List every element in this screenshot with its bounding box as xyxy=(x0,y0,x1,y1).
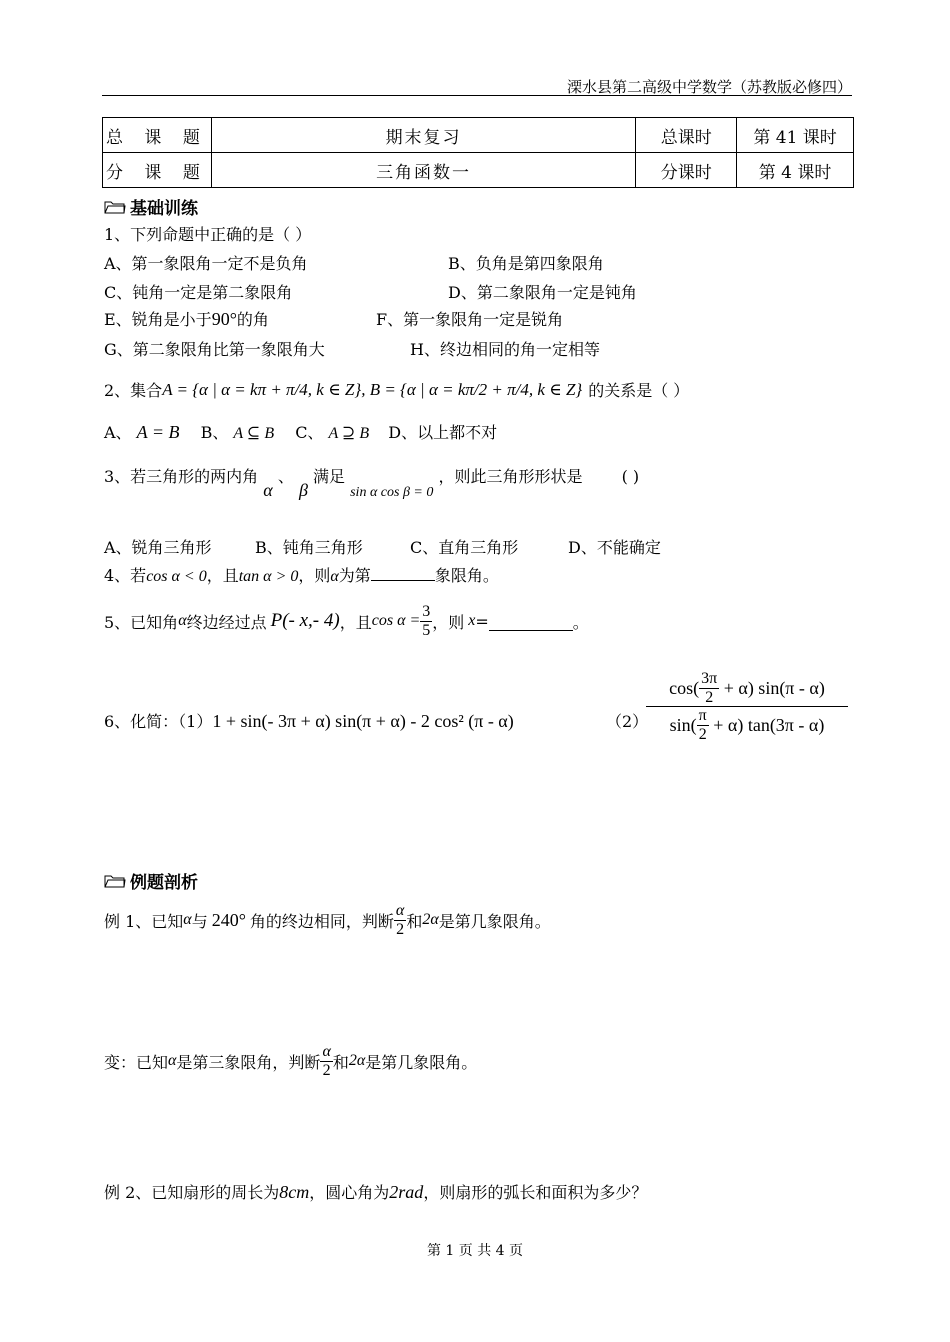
q1-option-c: C、钝角一定是第二象限角 xyxy=(104,283,293,302)
q5-alpha: α xyxy=(178,612,187,630)
q4-alpha: α xyxy=(330,568,339,585)
var1-frac-den: 2 xyxy=(322,1061,331,1079)
q3-mid: 满足 xyxy=(313,467,346,486)
variant-1 xyxy=(104,1043,477,1079)
q6-den-post: + α) tan(3π - α) xyxy=(708,714,825,735)
ex1-mid-2: 角的终边相同，判断 xyxy=(249,911,394,931)
section-basic-training xyxy=(104,194,198,219)
q6-num-post: + α) sin(π - α) xyxy=(719,677,825,698)
q5-point: P(- x,- 4) xyxy=(270,610,340,632)
q1-option-f: F、第一象限角一定是锐角 xyxy=(376,310,564,329)
q6-num-pre: cos( xyxy=(669,677,700,698)
q5-eq: = xyxy=(475,611,489,631)
q3-post: ，则此三角形形状是 xyxy=(438,467,583,486)
q4-post-2: 象限角。 xyxy=(434,566,499,585)
q4-post-1: 为第 xyxy=(338,566,371,585)
q4-line xyxy=(104,563,499,586)
ex1-fraction xyxy=(394,902,406,938)
q5-mid-1: 终边经过点 xyxy=(186,612,267,632)
q6-num-frac xyxy=(699,670,719,706)
example-2 xyxy=(104,1180,647,1203)
q2-set-b: , B = {α | α = kπ/2 + π/4, k ∈ Z} xyxy=(361,379,583,399)
ex1-alpha: α xyxy=(183,911,192,929)
q6-den-frac xyxy=(697,707,709,743)
ex1-frac-num: α xyxy=(395,902,405,919)
example-1 xyxy=(104,902,551,938)
q2-option-c-label: C、 xyxy=(295,423,324,442)
total-topic-value: 期末复习 xyxy=(211,118,635,153)
q6-den-frac-den: 2 xyxy=(698,725,707,743)
var1-fraction xyxy=(320,1043,332,1079)
q3-sep: 、 xyxy=(277,467,294,486)
q4-answer-blank[interactable] xyxy=(371,580,435,581)
q5-mid-3: ，则 xyxy=(432,612,465,632)
ex2-perimeter: 8cm xyxy=(279,1182,310,1202)
q3-beta: β xyxy=(298,480,308,500)
q2-option-d-label: D、以上都不对 xyxy=(388,423,498,442)
q2-options xyxy=(104,420,497,443)
q6-expr-1: 1 + sin(- 3π + α) sin(π + α) - 2 cos² (π - α) xyxy=(212,711,514,731)
ex1-mid-1: 与 xyxy=(191,911,208,931)
var1-mid-2: 和 xyxy=(332,1052,349,1072)
q2-option-a-math: A = B xyxy=(136,422,180,442)
var1-two-alpha: 2α xyxy=(348,1052,366,1070)
header-title: 溧水县第二高级中学数学（苏教版必修四） xyxy=(566,78,852,96)
var1-pre: 变：已知 xyxy=(104,1052,169,1072)
q6-line xyxy=(104,709,514,732)
header-rule xyxy=(102,95,852,96)
ex2-post: ，则扇形的弧长和面积为多少？ xyxy=(423,1183,648,1202)
q4-pre: 4、若 xyxy=(104,566,147,585)
course-row-total xyxy=(103,118,854,153)
q5-fraction xyxy=(420,603,432,639)
q2-option-a-label: A、 xyxy=(104,423,132,442)
q3-option-a: A、锐角三角形 xyxy=(104,538,212,557)
total-hours-label: 总课时 xyxy=(636,118,737,153)
q5-mid-2: ，且 xyxy=(339,612,372,632)
q3-condition: sin α cos β = 0 xyxy=(350,485,434,500)
folder-icon xyxy=(104,874,126,888)
ex1-pre: 例 1、已知 xyxy=(104,911,184,931)
q3-option-c: C、直角三角形 xyxy=(410,538,519,557)
q3-alpha: α xyxy=(263,480,273,500)
ex1-frac-den: 2 xyxy=(396,920,405,938)
q1-e-text: E、锐角是小于 xyxy=(104,310,212,329)
var1-post: 是第几象限角。 xyxy=(365,1052,478,1072)
ex1-post: 是第几象限角。 xyxy=(438,911,551,931)
total-hours-value: 第 41 课时 xyxy=(737,118,854,153)
q6-den-frac-num: π xyxy=(698,707,707,725)
ex2-mid: ，圆心角为 xyxy=(309,1183,390,1202)
q2-pre: 2、集合 xyxy=(104,381,163,400)
q2-option-b-math: A ⊆ B xyxy=(233,425,275,442)
q6-num-frac-den: 2 xyxy=(705,688,714,706)
ex1-mid-3: 和 xyxy=(406,911,423,931)
section-example-analysis xyxy=(104,868,198,893)
sub-hours-value: 第 4 课时 xyxy=(737,153,854,188)
sub-topic-value: 三角函数一 xyxy=(211,153,635,188)
course-row-sub xyxy=(103,153,854,188)
q1-e-math: 90° xyxy=(211,309,237,329)
section-title: 基础训练 xyxy=(130,199,198,219)
q2-line xyxy=(104,378,689,401)
q3-option-b: B、钝角三角形 xyxy=(255,538,363,557)
q4-mid-2: ，则 xyxy=(298,566,331,585)
q5-line xyxy=(104,603,589,639)
q6-expr-2 xyxy=(646,670,848,743)
q1-e-post: 的角 xyxy=(236,310,269,329)
q5-fraction-den: 5 xyxy=(422,621,431,639)
q6-expr-2-denominator xyxy=(668,707,827,743)
q3-line xyxy=(104,464,640,500)
q5-post: 。 xyxy=(572,612,589,632)
folder-icon xyxy=(104,200,126,214)
q5-pre: 5、已知角 xyxy=(104,612,179,632)
q2-option-c-math: A ⊇ B xyxy=(328,425,370,442)
q5-answer-blank[interactable] xyxy=(489,612,573,631)
ex2-pre: 例 2、已知扇形的周长为 xyxy=(104,1183,280,1202)
q1-stem: 1、下列命题中正确的是（ ） xyxy=(104,225,312,244)
q6-expr-2-numerator xyxy=(667,670,827,706)
q3-pre: 3、若三角形的两内角 xyxy=(104,467,259,486)
q5-x: x xyxy=(468,612,476,630)
q6-pre: 6、化简：（1） xyxy=(104,712,213,731)
sub-topic-label: 分 课 题 xyxy=(103,153,212,188)
course-table xyxy=(102,117,854,188)
q2-set-a: A = {α | α = kπ + π/4, k ∈ Z} xyxy=(162,379,362,399)
q6-den-pre: sin( xyxy=(669,714,697,735)
ex2-angle: 2rad xyxy=(389,1182,424,1202)
q1-option-d: D、第二象限角一定是钝角 xyxy=(448,283,637,302)
q1-option-a: A、第一象限角一定不是负角 xyxy=(104,254,308,273)
var1-mid-1: 是第三象限角，判断 xyxy=(176,1052,321,1072)
q1-option-e xyxy=(104,307,269,330)
var1-frac-num: α xyxy=(322,1043,331,1060)
q2-option-b-label: B、 xyxy=(200,423,229,442)
q1-option-h: H、终边相同的角一定相等 xyxy=(410,340,600,359)
q4-cond-2: tan α > 0 xyxy=(238,568,299,585)
q5-cos: cos α = xyxy=(371,612,421,630)
ex1-two-alpha: 2α xyxy=(422,911,439,929)
q2-post: 的关系是（ ） xyxy=(588,381,690,400)
q4-mid-1: ，且 xyxy=(206,566,239,585)
q6-label-2: （2） xyxy=(606,712,649,731)
q5-fraction-num: 3 xyxy=(422,603,431,620)
ex1-angle: 240° xyxy=(211,909,246,930)
section-title: 例题剖析 xyxy=(130,873,198,893)
q3-answer-paren: ( ) xyxy=(621,467,640,486)
total-topic-label: 总 课 题 xyxy=(103,118,212,153)
q3-option-d: D、不能确定 xyxy=(568,538,661,557)
sub-hours-label: 分课时 xyxy=(636,153,737,188)
q4-cond-1: cos α < 0 xyxy=(146,568,207,585)
q1-option-g: G、第二象限角比第一象限角大 xyxy=(104,340,325,359)
q1-option-b: B、负角是第四象限角 xyxy=(448,254,604,273)
q6-num-frac-num: 3π xyxy=(701,670,718,687)
var1-alpha: α xyxy=(168,1052,177,1070)
page-footer: 第 1 页 共 4 页 xyxy=(426,1243,524,1259)
